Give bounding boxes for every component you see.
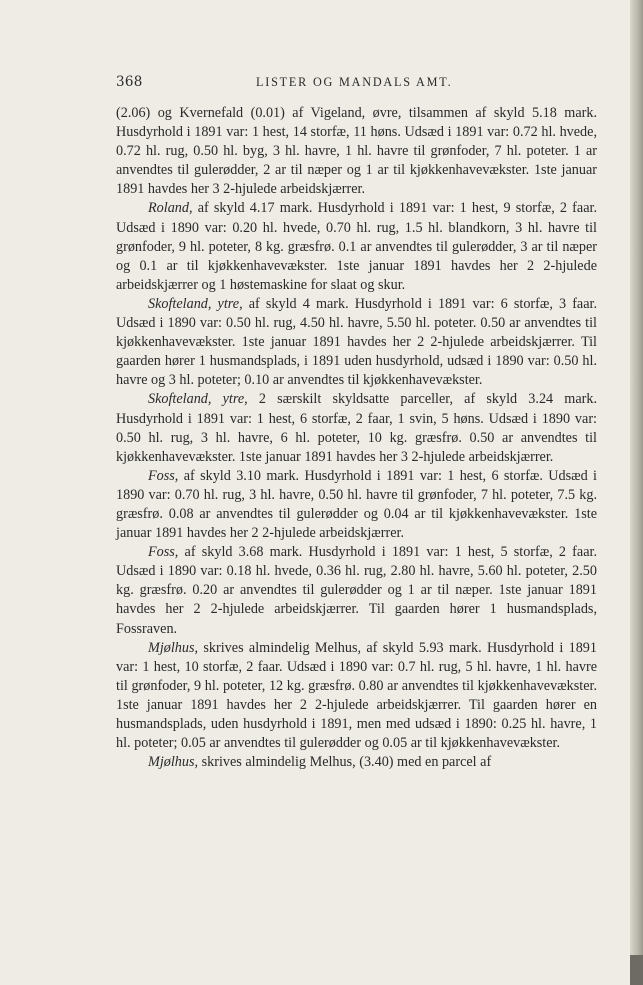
paragraph-text: 2 særskilt skyldsatte parceller, af skyld 3.24 mark. Husdyrhold i 1891 var: 1 hest, 6 storfæ, 2 faar, 1 svin, 5 høns. Udsæd i 1890 var: 0.50 hl. rug, 3 hl. havre, 6 hl. poteter, 10 kg. græsfrø. 0.50 ar anvendtes til kjøkkenhavevækster. 1ste januar 1891 havdes her 3 2-hjulede arbeidskjærrer. [116,391,598,465]
paragraph [116,639,597,754]
paragraph [116,753,597,772]
page-edge [630,0,643,985]
place-name: Mjølhus, [148,754,199,771]
paragraph [116,543,597,638]
running-head: LISTER OG MANDALS AMT. [256,75,453,89]
paragraph [116,467,597,543]
paragraph [116,295,597,390]
paragraph [116,104,597,199]
paragraph-text: af skyld 4.17 mark. Husdyrhold i 1891 var: 1 hest, 9 storfæ, 2 faar. Udsæd i 1890 var: 0.20 hl. hvede, 0.70 hl. rug, 1.5 hl. blandkorn, 3 hl. havre til grønfoder, 9 hl. poteter, 8 kg. græsfrø. 0.1 ar anvendtes til gulerødder, 3 ar til næper og 0.1 ar til kjøkkenhavevækster. 1ste januar 1891 havdes her 2 2-hjulede arbeidskjærrer og 1 høstemaskine for slaat og skur. [116,200,597,293]
paragraph-text: af skyld 3.10 mark. Husdyrhold i 1891 var: 1 hest, 6 storfæ. Udsæd i 1890 var: 0.70 hl. rug, 3 hl. havre, 0.50 hl. havre til grønfoder, 7 hl. poteter, 7.5 kg. græsfrø. 0.08 ar anvendtes til gulerødder og 0.04 ar til kjøkkenhavevækster. 1ste januar 1891 havdes her 2 2-hjulede arbeidskjærrer. [116,467,597,542]
paragraph-text: af skyld 3.68 mark. Husdyrhold i 1891 var: 1 hest, 5 storfæ, 2 faar. Udsæd i 1890 var: 0.18 hl. hvede, 0.36 hl. rug, 2.80 hl. havre, 5.60 hl. poteter, 2.50 kg. græsfrø. 0.20 ar anvendtes til gulerødder og 1 ar til næper. 1ste januar 1891 havdes her 2 2-hjulede arbeidskjærrer. Til gaarden hører 1 husmandsplads, Fossraven. [116,544,597,637]
paragraph [116,390,597,466]
page-edge-shadow [630,955,643,985]
place-name: Skofteland, ytre, [148,295,243,312]
paragraph-text: (2.06) og Kvernefald (0.01) af Vigeland, øvre, tilsammen af skyld 5.18 mark. Husdyrhold i 1891 var: 1 hest, 14 storfæ, 11 høns. Udsæd i 1891 var: 0.72 hl. hvede, 0.72 hl. rug, 0.50 hl. byg, 3 hl. havre, 1 hl. havre til grønfoder, 7 hl. poteter. 1 ar anvendtes til gulerødder, 2 ar til næper og 1 ar til kjøkkenhavevækster. 1ste januar 1891 havdes her 3 2-hjulede arbeidskjærrer. [116,105,597,198]
place-name: Skofteland, ytre, [148,391,248,408]
paragraph-text: skrives almindelig Melhus, af skyld 5.93 mark. Husdyrhold i 1891 var: 1 hest, 10 storfæ, 2 faar. Udsæd i 1890 var: 0.7 hl. rug, 5 hl. havre, 1 hl. havre til grønfoder, 9 hl. poteter, 12 kg. græsfrø. 0.80 ar anvendtes til kjøkkenhavevækster. 1ste januar 1891 havdes her 2 2-hjulede arbeidskjærrer. Til gaarden hører en husmandsplads, uden husdyrhold i 1891, men med udsæd i 1890: 0.25 hl. havre, 1 hl. poteter; 0.05 ar anvendtes til gulerødder og 0.05 ar til kjøkkenhavevækster. [116,639,597,752]
paragraph-text: skrives almindelig Melhus, (3.40) med en parcel af [198,754,492,771]
place-name: Mjølhus, [148,639,199,656]
body-text [116,104,597,772]
paragraph-text: af skyld 4 mark. Husdyrhold i 1891 var: 6 storfæ, 3 faar. Udsæd i 1890 var: 0.50 hl. rug, 4.50 hl. havre, 5.50 hl. poteter. 0.50 ar anvendtes til kjøkkenhavevækster. 1ste januar 1891 havdes her 2 2-hjulede arbeidskjærrer. Til gaarden hører 1 husmandsplads, i 1891 uden husdyrhold, udsæd i 1890 var: 0.50 hl. havre og 3 hl. poteter; 0.10 ar anvendtes til kjøkkenhavevækster. [116,295,598,389]
place-name: Foss, [148,467,179,484]
place-name: Roland, [148,200,193,217]
place-name: Foss, [148,544,179,561]
page-number: 368 [116,74,143,90]
paragraph [116,199,597,294]
page-header [116,74,597,94]
